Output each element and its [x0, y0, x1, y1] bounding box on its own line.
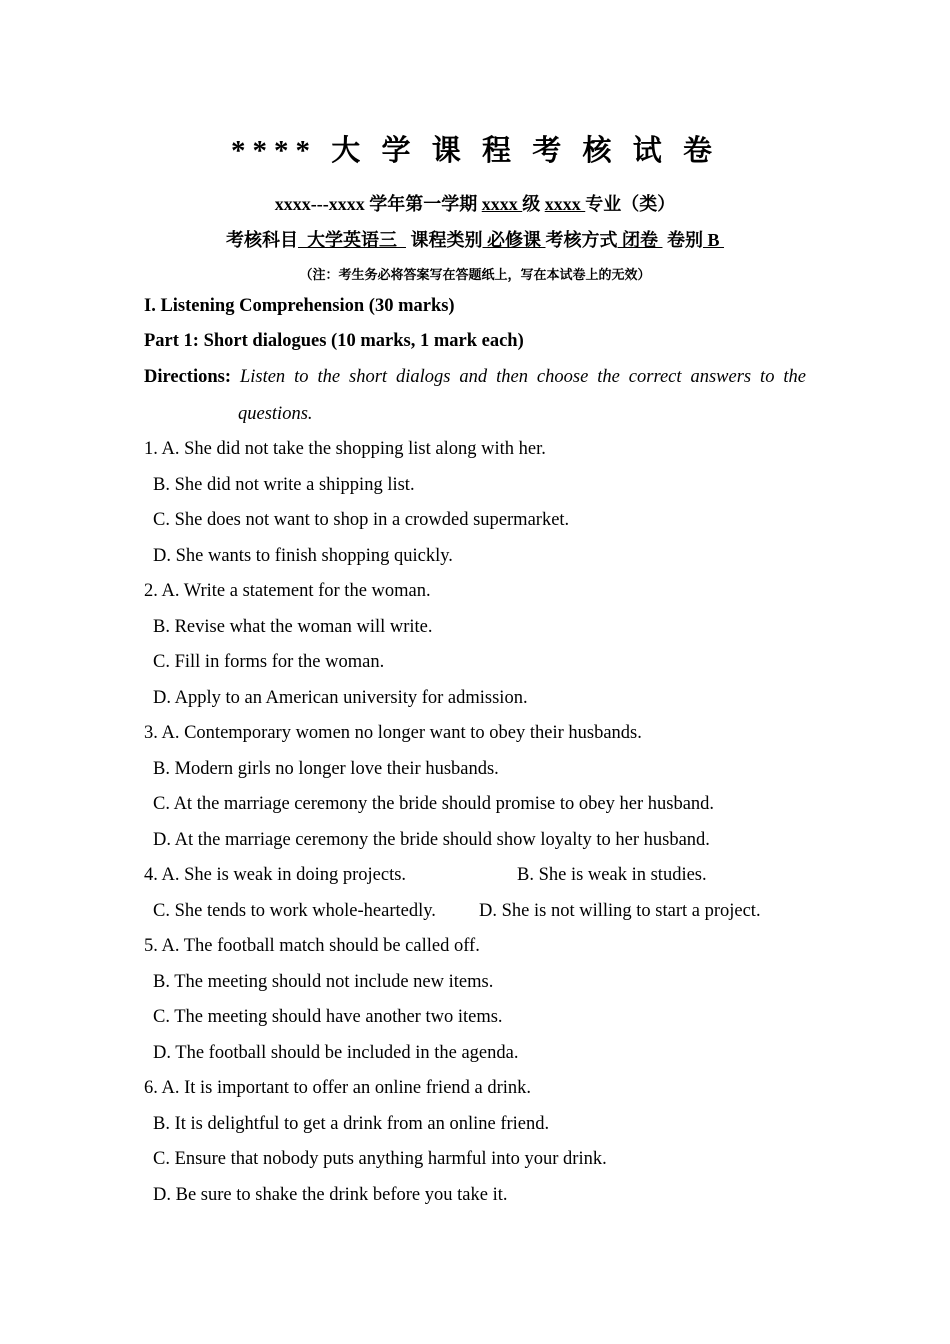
method-value: 闭卷 [617, 230, 663, 250]
term-prefix: xxxx---xxxx 学年第一学期 [274, 194, 482, 214]
question-6-option-c: C. Ensure that nobody puts anything harmful into your drink. [153, 1149, 607, 1169]
subject-value: 大学英语三 [297, 230, 406, 250]
question-3-option-b: B. Modern girls no longer love their husbands. [153, 759, 499, 779]
question-5-option-a: 5. A. The football match should be called off. [144, 936, 480, 956]
question-4-option-d: D. She is not willing to start a project. [479, 901, 761, 921]
paper-value: B [702, 230, 724, 250]
paper-label: 卷别 [662, 230, 703, 250]
part-heading: Part 1: Short dialogues (10 marks, 1 mark each) [144, 331, 524, 351]
question-2-option-c: C. Fill in forms for the woman. [153, 652, 385, 672]
directions-text-continued: questions. [238, 404, 313, 424]
term-line [0, 190, 950, 216]
exam-title: **** 大 学 课 程 考 核 试 卷 [230, 135, 719, 167]
question-4-option-b: B. She is weak in studies. [517, 865, 707, 885]
method-label: 考核方式 [545, 230, 618, 250]
question-6-option-a: 6. A. It is important to offer an online friend a drink. [144, 1078, 532, 1098]
question-4-option-a: 4. A. She is weak in doing projects. [144, 865, 407, 885]
category-value: 必修课 [482, 230, 546, 250]
question-2-option-a: 2. A. Write a statement for the woman. [144, 581, 431, 601]
question-3-option-c: C. At the marriage ceremony the bride should promise to obey her husband. [153, 794, 715, 814]
question-6-option-d: D. Be sure to shake the drink before you take it. [153, 1185, 508, 1205]
exam-note: （注：考生务必将答案写在答题纸上，写在本试卷上的无效） [299, 267, 651, 282]
question-6-option-b: B. It is delightful to get a drink from an online friend. [153, 1114, 550, 1134]
question-1-option-c: C. She does not want to shop in a crowded supermarket. [153, 510, 570, 530]
question-1-option-b: B. She did not write a shipping list. [153, 475, 415, 495]
section-heading: I. Listening Comprehension (30 marks) [144, 296, 455, 316]
question-5-option-b: B. The meeting should not include new items. [153, 972, 494, 992]
question-3-option-d: D. At the marriage ceremony the bride should show loyalty to her husband. [153, 830, 710, 850]
question-4-option-c: C. She tends to work whole-heartedly. [153, 901, 436, 921]
category-label: 课程类别 [405, 230, 483, 250]
question-3-option-a: 3. A. Contemporary women no longer want to obey their husbands. [144, 723, 642, 743]
question-2-option-d: D. Apply to an American university for admission. [153, 688, 528, 708]
question-2-option-b: B. Revise what the woman will write. [153, 617, 433, 637]
major-value: xxxx [544, 194, 586, 214]
grade-suffix: 级 [522, 194, 545, 214]
directions-text: Listen to the short dialogs and then choose the correct answers to the [239, 367, 806, 387]
question-5-option-c: C. The meeting should have another two items. [153, 1007, 503, 1027]
course-info-line [0, 226, 950, 252]
major-suffix: 专业（类） [585, 194, 676, 214]
grade-value: xxxx [481, 194, 523, 214]
question-1-option-d: D. She wants to finish shopping quickly. [153, 546, 453, 566]
directions-label: Directions: [144, 367, 231, 387]
directions-row [144, 365, 806, 389]
question-5-option-d: D. The football should be included in the agenda. [153, 1043, 519, 1063]
question-1-option-a: 1. A. She did not take the shopping list along with her. [144, 439, 546, 459]
subject-label: 考核科目 [225, 230, 298, 250]
